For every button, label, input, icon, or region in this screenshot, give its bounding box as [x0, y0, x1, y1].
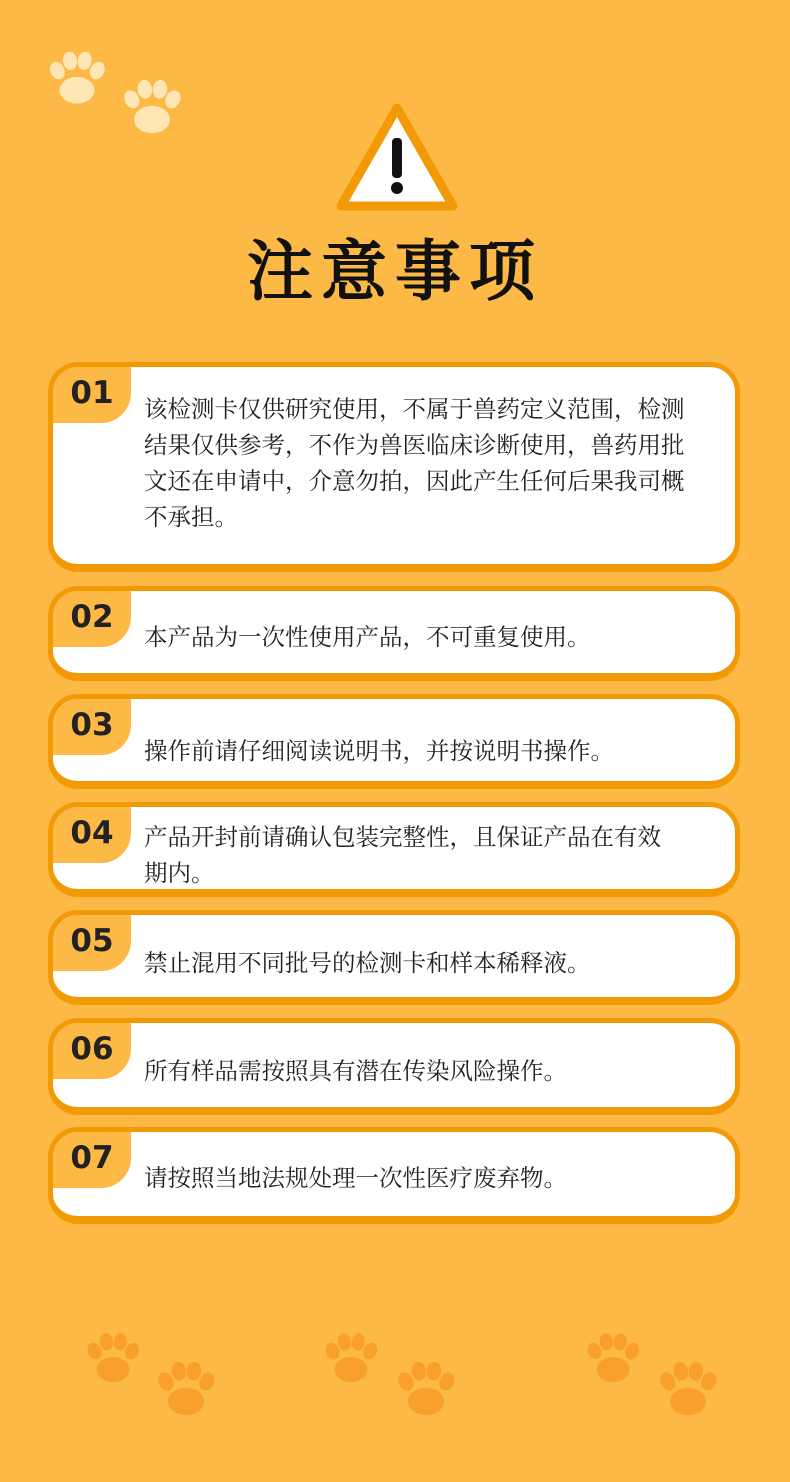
note-number: 06: [53, 1023, 131, 1079]
note-text: 该检测卡仅供研究使用，不属于兽药定义范围，检测 结果仅供参考，不作为兽医临床诊断使用，兽药用批 文还在申请中，介意勿拍，因此产生任何后果我司概 不承担。: [144, 395, 685, 531]
paw-print-icon: [150, 1354, 222, 1426]
note-text: 操作前请仔细阅读说明书，并按说明书操作。: [144, 737, 614, 765]
note-card: [48, 362, 740, 572]
paw-print-icon: [42, 44, 112, 114]
paw-print-icon: [80, 1326, 146, 1392]
note-number: 03: [53, 699, 131, 755]
note-card: [48, 1018, 740, 1115]
note-card: [48, 802, 740, 897]
note-number: 04: [53, 807, 131, 863]
note-number: 07: [53, 1132, 131, 1188]
note-text: 禁止混用不同批号的检测卡和样本稀释液。: [144, 949, 591, 977]
paw-print-icon: [318, 1326, 384, 1392]
note-number: 01: [53, 367, 131, 423]
note-card: [48, 1127, 740, 1224]
note-text: 本产品为一次性使用产品，不可重复使用。: [144, 623, 591, 651]
paw-print-icon: [580, 1326, 646, 1392]
warning-icon: [333, 100, 461, 215]
note-card: [48, 694, 740, 789]
note-text: 所有样品需按照具有潜在传染风险操作。: [144, 1057, 567, 1085]
note-card: [48, 586, 740, 681]
paw-print-icon: [390, 1354, 462, 1426]
note-text: 请按照当地法规处理一次性医疗废弃物。: [144, 1164, 567, 1192]
page-title: 注意事项: [247, 233, 543, 310]
note-card: [48, 910, 740, 1005]
note-number: 02: [53, 591, 131, 647]
paw-print-icon: [652, 1354, 724, 1426]
note-text: 产品开封前请确认包装完整性，且保证产品在有效 期内。: [144, 823, 661, 887]
paw-print-icon: [116, 72, 188, 144]
note-number: 05: [53, 915, 131, 971]
